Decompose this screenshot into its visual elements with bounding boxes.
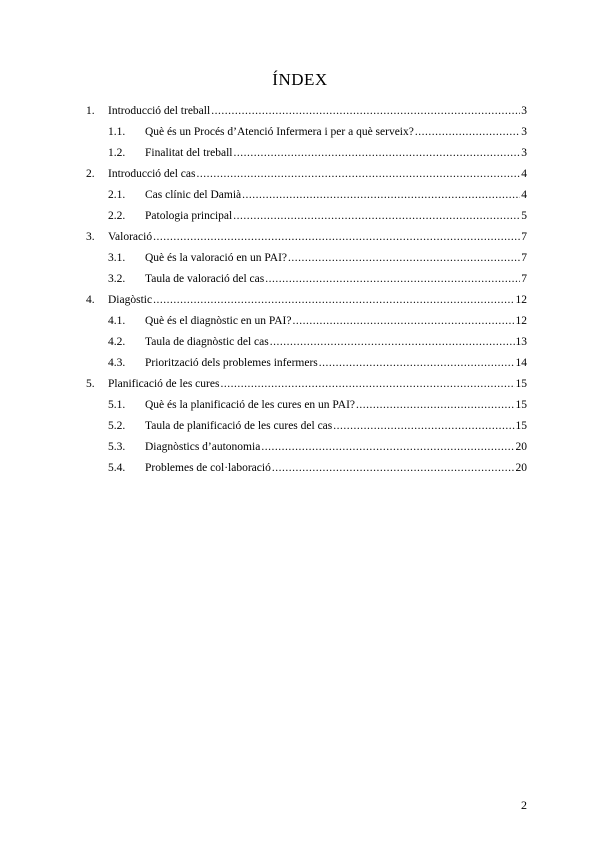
toc-entry[interactable] (0, 122, 600, 142)
toc-entry-page: 15 (515, 378, 527, 390)
dot-leader (319, 353, 515, 373)
toc-entry[interactable] (0, 437, 600, 457)
toc-entry-label: Priorització dels problemes infermers (145, 357, 318, 369)
toc-entry-label: Valoració (108, 231, 153, 243)
toc-entry[interactable] (0, 101, 600, 121)
toc-entry-label: Taula de diagnòstic del cas (145, 336, 269, 348)
dot-leader (242, 185, 520, 205)
toc-entry-page: 12 (515, 315, 527, 327)
dot-leader (233, 206, 520, 226)
toc-entry[interactable] (0, 458, 600, 478)
toc-entry-number: 5.4. (108, 462, 126, 474)
toc-entry[interactable] (0, 206, 600, 226)
toc-entry-number: 3.1. (108, 252, 126, 264)
toc-entry-number: 1.2. (108, 147, 126, 159)
toc-entry-page: 14 (515, 357, 527, 369)
toc-entry-number: 5.3. (108, 441, 126, 453)
dot-leader (265, 269, 520, 289)
toc-entry-label: Diagnòstics d’autonomia (145, 441, 261, 453)
toc-entry-label: Problemes de col·laboració (145, 462, 271, 474)
toc-entry-label: Cas clínic del Damià (145, 189, 242, 201)
toc-entry-page: 3 (521, 126, 527, 138)
toc-entry[interactable] (0, 185, 600, 205)
dot-leader (153, 290, 514, 310)
toc-entry-label: Finalitat del treball (145, 147, 233, 159)
toc-entry-label: Què és la valoració en un PAI? (145, 252, 288, 264)
dot-leader (293, 311, 515, 331)
toc-entry[interactable] (0, 416, 600, 436)
toc-entry-label: Diagòstic (108, 294, 153, 306)
toc-entry[interactable] (0, 143, 600, 163)
dot-leader (261, 437, 514, 457)
toc-entry-label: Patologia principal (145, 210, 233, 222)
toc-entry-number: 3.2. (108, 273, 126, 285)
toc-entry[interactable] (0, 395, 600, 415)
toc-entry-page: 7 (521, 252, 527, 264)
toc-entry[interactable] (0, 248, 600, 268)
toc-entry-number: 2.1. (108, 189, 126, 201)
dot-leader (288, 248, 520, 268)
toc-entry-label: Planificació de les cures (108, 378, 220, 390)
toc-entry-label: Taula de planificació de les cures del cas (145, 420, 333, 432)
dot-leader (211, 101, 520, 121)
page-number: 2 (521, 798, 527, 812)
toc-entry-label: Introducció del cas (108, 168, 196, 180)
dot-leader (197, 164, 521, 184)
toc-entry-label: Taula de valoració del cas (145, 273, 265, 285)
toc-entry-number: 4.2. (108, 336, 126, 348)
toc-entry[interactable] (0, 311, 600, 331)
dot-leader (415, 122, 520, 142)
toc-entry-number: 2. (86, 168, 95, 180)
toc-entry[interactable] (0, 269, 600, 289)
toc-entry-number: 3. (86, 231, 95, 243)
dot-leader (220, 374, 514, 394)
dot-leader (333, 416, 514, 436)
toc-entry-number: 5.1. (108, 399, 126, 411)
page-title: ÍNDEX (272, 70, 328, 89)
toc-entry[interactable] (0, 353, 600, 373)
toc-entry-page: 20 (515, 462, 527, 474)
toc-entry-page: 5 (521, 210, 527, 222)
toc-entry-page: 3 (521, 105, 527, 117)
toc-entry-number: 2.2. (108, 210, 126, 222)
toc-entry-number: 1.1. (108, 126, 126, 138)
toc-entry-label: Què és un Procés d’Atenció Infermera i per a què serveix? (145, 126, 414, 138)
toc-entry-page: 15 (515, 420, 527, 432)
toc-entry[interactable] (0, 332, 600, 352)
toc-entry[interactable] (0, 164, 600, 184)
toc-entry-label: Què és la planificació de les cures en un PAI? (145, 399, 356, 411)
toc-entry-page: 15 (515, 399, 527, 411)
toc-entry-page: 7 (521, 273, 527, 285)
toc-entry[interactable] (0, 290, 600, 310)
toc-entry-page: 12 (515, 294, 527, 306)
toc-entry-page: 4 (521, 189, 527, 201)
toc-entry-number: 4.1. (108, 315, 126, 327)
toc-entry-page: 7 (521, 231, 527, 243)
toc-entry-page: 3 (521, 147, 527, 159)
toc-entry-number: 5. (86, 378, 95, 390)
toc-entry[interactable] (0, 227, 600, 247)
dot-leader (270, 332, 515, 352)
toc-entry-label: Què és el diagnòstic en un PAI? (145, 315, 292, 327)
dot-leader (272, 458, 515, 478)
toc-entry-number: 4. (86, 294, 95, 306)
dot-leader (234, 143, 521, 163)
toc-entry-number: 4.3. (108, 357, 126, 369)
toc-entry-page: 20 (515, 441, 527, 453)
dot-leader (153, 227, 520, 247)
dot-leader (356, 395, 514, 415)
toc-entry-number: 1. (86, 105, 95, 117)
toc-entry[interactable] (0, 374, 600, 394)
toc-entry-page: 4 (521, 168, 527, 180)
toc-entry-page: 13 (515, 336, 527, 348)
toc-entry-label: Introducció del treball (108, 105, 211, 117)
toc-entry-number: 5.2. (108, 420, 126, 432)
